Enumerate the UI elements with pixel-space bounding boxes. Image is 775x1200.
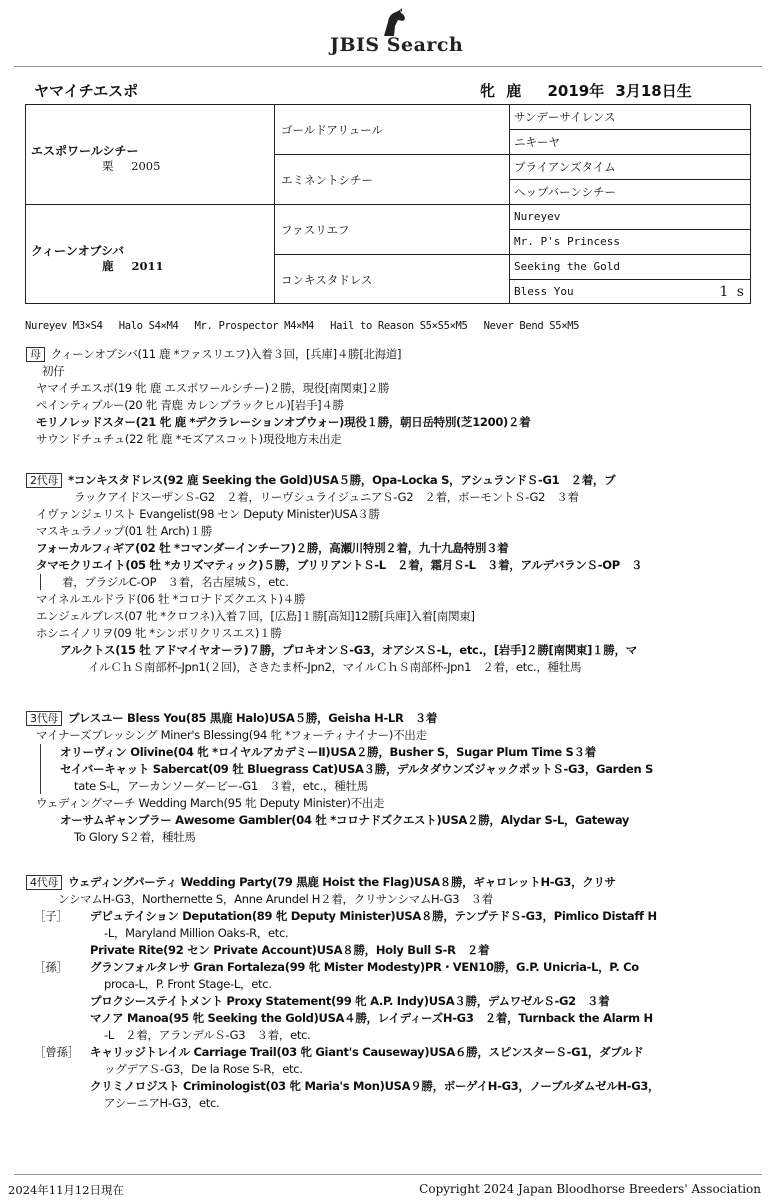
g4-line: デピュテイション Deputation(89 牝 Deputy Minister)USA８勝，テンプテドＳ-G3，Pimlico Distaff H bbox=[90, 909, 657, 923]
g4-line: ッグデアＳ-G3，De la Rose S-R，etc. bbox=[104, 1062, 303, 1076]
pedigree-g2-cell[interactable]: ゴールドアリュール bbox=[275, 105, 509, 155]
pedigree-g2-cell[interactable]: ファスリエフ bbox=[275, 205, 509, 255]
dam-line: 初仔 bbox=[42, 364, 65, 378]
dam-line: ヤマイチエスポ(19 牝 鹿 エスポワールシチー)２勝，現役[南関東]２勝 bbox=[36, 381, 390, 395]
g3-line: マイナーズブレッシング Miner's Blessing(94 牝 *フォーティナイナー)不出走 bbox=[36, 728, 427, 742]
pedigree-sire-cell bbox=[26, 105, 274, 205]
pedigree-g3-name: Bless You bbox=[514, 285, 574, 298]
g2-line: フォーカルフィギア(02 牡 *コマンダーインチーフ)２勝，高瀬川特別２着，九十九島特別３着 bbox=[36, 541, 509, 555]
g3-line: セイバーキャット Sabercat(09 牡 Bluegrass Cat)USA３勝，デルタダウンズジャックポットＳ-G3，Garden S bbox=[60, 762, 654, 776]
dam-line: ペインティブルー(20 牝 青鹿 カレンブラックヒル)[岩手]４勝 bbox=[36, 398, 344, 412]
dam-line: クィーンオブシバ(11 鹿 *ファスリエフ)入着３回，[兵庫]４勝[北海道] bbox=[50, 347, 402, 361]
pedigree-g3-cell[interactable] bbox=[510, 280, 750, 305]
g2-line: エンジェルブレス(07 牝 *クロフネ)入着７回，[広島]１勝[高知]12勝[兵庫]入着[南関東] bbox=[36, 609, 475, 623]
g2-line: アルクトス(15 牡 アドマイヤオーラ)７勝，プロキオンＳ-G3，オアシスＳ-L，etc.，[岩手]２勝[南関東]１勝，マ bbox=[60, 643, 637, 657]
pedigree-g3-cell[interactable]: ニキーヤ bbox=[510, 130, 750, 155]
g4-line: クリミノロジスト Criminologist(03 牝 Maria's Mon)USA９勝，ボーゲイH-G3，ノーブルダムゼルH-G3， bbox=[90, 1079, 660, 1093]
g4-line: グランフォルタレサ Gran Fortaleza(99 牝 Mister Modesty)PR・VEN10勝，G.P. Unicria-L，P. Co bbox=[90, 960, 639, 974]
pedigree-g3-cell[interactable]: Nureyev bbox=[510, 205, 750, 230]
section-tag: 4代母 bbox=[26, 875, 62, 890]
footer-copyright: Copyright 2024 Japan Bloodhorse Breeders' Association bbox=[419, 1182, 761, 1196]
g2-line: タマモクリエイト(05 牡 *カリズマティック)５勝，ブリリアントＳ-L ２着，霜月Ｓ-L ３着，アルデバランＳ-OP ３ bbox=[36, 558, 643, 572]
third-dam-section bbox=[26, 710, 762, 860]
g3-line: To Glory S２着，種牡馬 bbox=[74, 830, 196, 844]
section-tag: 2代母 bbox=[26, 473, 62, 488]
pedigree-g3-cell[interactable]: サンデーサイレンス bbox=[510, 105, 750, 130]
pedigree-g2-cell[interactable]: エミネントシチー bbox=[275, 155, 509, 205]
pedigree-dam-cell bbox=[26, 205, 274, 305]
pedigree-g3-cell[interactable]: Seeking the Gold bbox=[510, 255, 750, 280]
second-dam-section bbox=[26, 472, 762, 692]
g2-line: イヴァンジェリスト Evangelist(98 セン Deputy Minister)USA３勝 bbox=[36, 507, 380, 521]
g3-line: ウェディングマーチ Wedding March(95 牝 Deputy Minister)不出走 bbox=[36, 796, 385, 810]
logo-text: JBIS Search bbox=[330, 34, 464, 56]
g4-line: Private Rite(92 セン Private Account)USA８勝，Holy Bull S-R ２着 bbox=[90, 943, 490, 957]
g4-line: -L，Maryland Million Oaks-R，etc. bbox=[104, 926, 289, 940]
ls-marker: 1 s bbox=[719, 284, 744, 300]
relation-label: ［曾孫］ bbox=[34, 1045, 79, 1059]
g4-line: プロクシーステイトメント Proxy Statement(99 牝 A.P. Indy)USA３勝，デムワゼルＳ-G2 ３着 bbox=[90, 994, 610, 1008]
footer-divider bbox=[14, 1174, 762, 1175]
g2-line: イルＣｈＳ南部杯-Jpn1(２回)，さきたま杯-Jpn2，マイルＣｈＳ南部杯-Jpn1 ２着，etc.，種牡馬 bbox=[88, 660, 582, 674]
g3-line: tate S-L，アーカンソーダービー-G1 ３着，etc.，種牡馬 bbox=[74, 779, 368, 793]
g3-line: オリーヴィン Olivine(04 牝 *ロイヤルアカデミーⅡ)USA２勝，Busher S，Sugar Plum Time S３着 bbox=[60, 745, 596, 759]
g4-line: アシーニアH-G3，etc. bbox=[104, 1096, 220, 1110]
jbis-logo[interactable] bbox=[330, 8, 464, 56]
dam-line: サウンドチュチュ(22 牝 鹿 *モズアスコット)現役地方未出走 bbox=[36, 432, 342, 446]
dam-name[interactable]: クィーンオブシバ bbox=[31, 244, 125, 258]
g3-line: ブレスユー Bless You(85 黒鹿 Halo)USA５勝，Geisha H-LR ３着 bbox=[68, 711, 438, 725]
horse-name: ヤマイチエスポ bbox=[34, 82, 139, 100]
g4-line: マノア Manoa(95 牝 Seeking the Gold)USA４勝，レイディーズH-G3 ２着，Turnback the Alarm H bbox=[90, 1011, 653, 1025]
relation-label: ［孫］ bbox=[34, 960, 68, 974]
header-divider bbox=[14, 66, 762, 67]
pedigree-g3-cell[interactable]: Mr. P's Princess bbox=[510, 230, 750, 255]
pedigree-table bbox=[25, 104, 751, 304]
fourth-dam-section bbox=[26, 874, 762, 1174]
sire-color-year: 栗 2005 bbox=[102, 159, 161, 173]
section-tag: 母 bbox=[26, 347, 45, 362]
g2-line: マスキュラノップ(01 牡 Arch)１勝 bbox=[36, 524, 212, 538]
pedigree-g3-cell[interactable]: ヘップバーンシチー bbox=[510, 180, 750, 205]
g4-line: ウェディングパーティ Wedding Party(79 黒鹿 Hoist the Flag)USA８勝，ギャロレットH-G3，クリサ bbox=[68, 875, 616, 889]
footer-date: 2024年11月12日現在 bbox=[8, 1183, 125, 1197]
dam-section bbox=[26, 346, 762, 456]
g4-line: -L ２着，アランデルＳ-G3 ３着，etc. bbox=[104, 1028, 311, 1042]
dam-line: モリノレッドスター(21 牝 鹿 *デクラレーションオブウォー)現役１勝，朝日岳特別(芝1200)２着 bbox=[36, 415, 531, 429]
pedigree-g2-cell[interactable]: コンキスタドレス bbox=[281, 273, 373, 287]
g4-line: proca-L，P. Front Stage-L，etc. bbox=[104, 977, 272, 991]
dam-color-year: 鹿 2011 bbox=[102, 259, 164, 273]
g2-line: マイネルエルドラド(06 牡 *コロナドズクエスト)４勝 bbox=[36, 592, 306, 606]
g4-line: キャリッジトレイル Carriage Trail(03 牝 Giant's Causeway)USA６勝，スピンスターＳ-G1，ダブルド bbox=[90, 1045, 644, 1059]
inbreeding-line: Nureyev M3×S4 Halo S4×M4 Mr. Prospector M4×M4 Hail to Reason S5×S5×M5 Never Bend S5×M5 bbox=[25, 320, 580, 332]
g4-line: ンシマムH-G3，Northernette S，Anne Arundel H２着，クリサンシマムH-G3 ３着 bbox=[58, 892, 493, 906]
pedigree-g3-cell[interactable]: ブライアンズタイム bbox=[510, 155, 750, 180]
horse-sex-color-birthdate: 牝 鹿 2019年 3月18日生 bbox=[480, 82, 692, 100]
g2-line: ラックアイドスーザンＳ-G2 ２着，リーヴシュライジュニアＳ-G2 ２着，ボーモントＳ-G2 ３着 bbox=[74, 490, 579, 504]
relation-label: ［子］ bbox=[34, 909, 68, 923]
g2-line: *コンキスタドレス(92 鹿 Seeking the Gold)USA５勝，Opa-Locka S，アシュランドＳ-G1 ２着，ブ bbox=[68, 473, 616, 487]
sire-name[interactable]: エスポワールシチー bbox=[31, 144, 139, 158]
g2-line: 着，ブラジルC-OP ３着，名古屋城Ｓ，etc. bbox=[62, 575, 289, 589]
g2-line: ホシニイノリヲ(09 牝 *シンボリクリスエス)１勝 bbox=[36, 626, 282, 640]
section-tag: 3代母 bbox=[26, 711, 62, 726]
g3-line: オーサムギャンブラー Awesome Gambler(04 牡 *コロナドズクエスト)USA２勝，Alydar S-L，Gateway bbox=[60, 813, 630, 827]
